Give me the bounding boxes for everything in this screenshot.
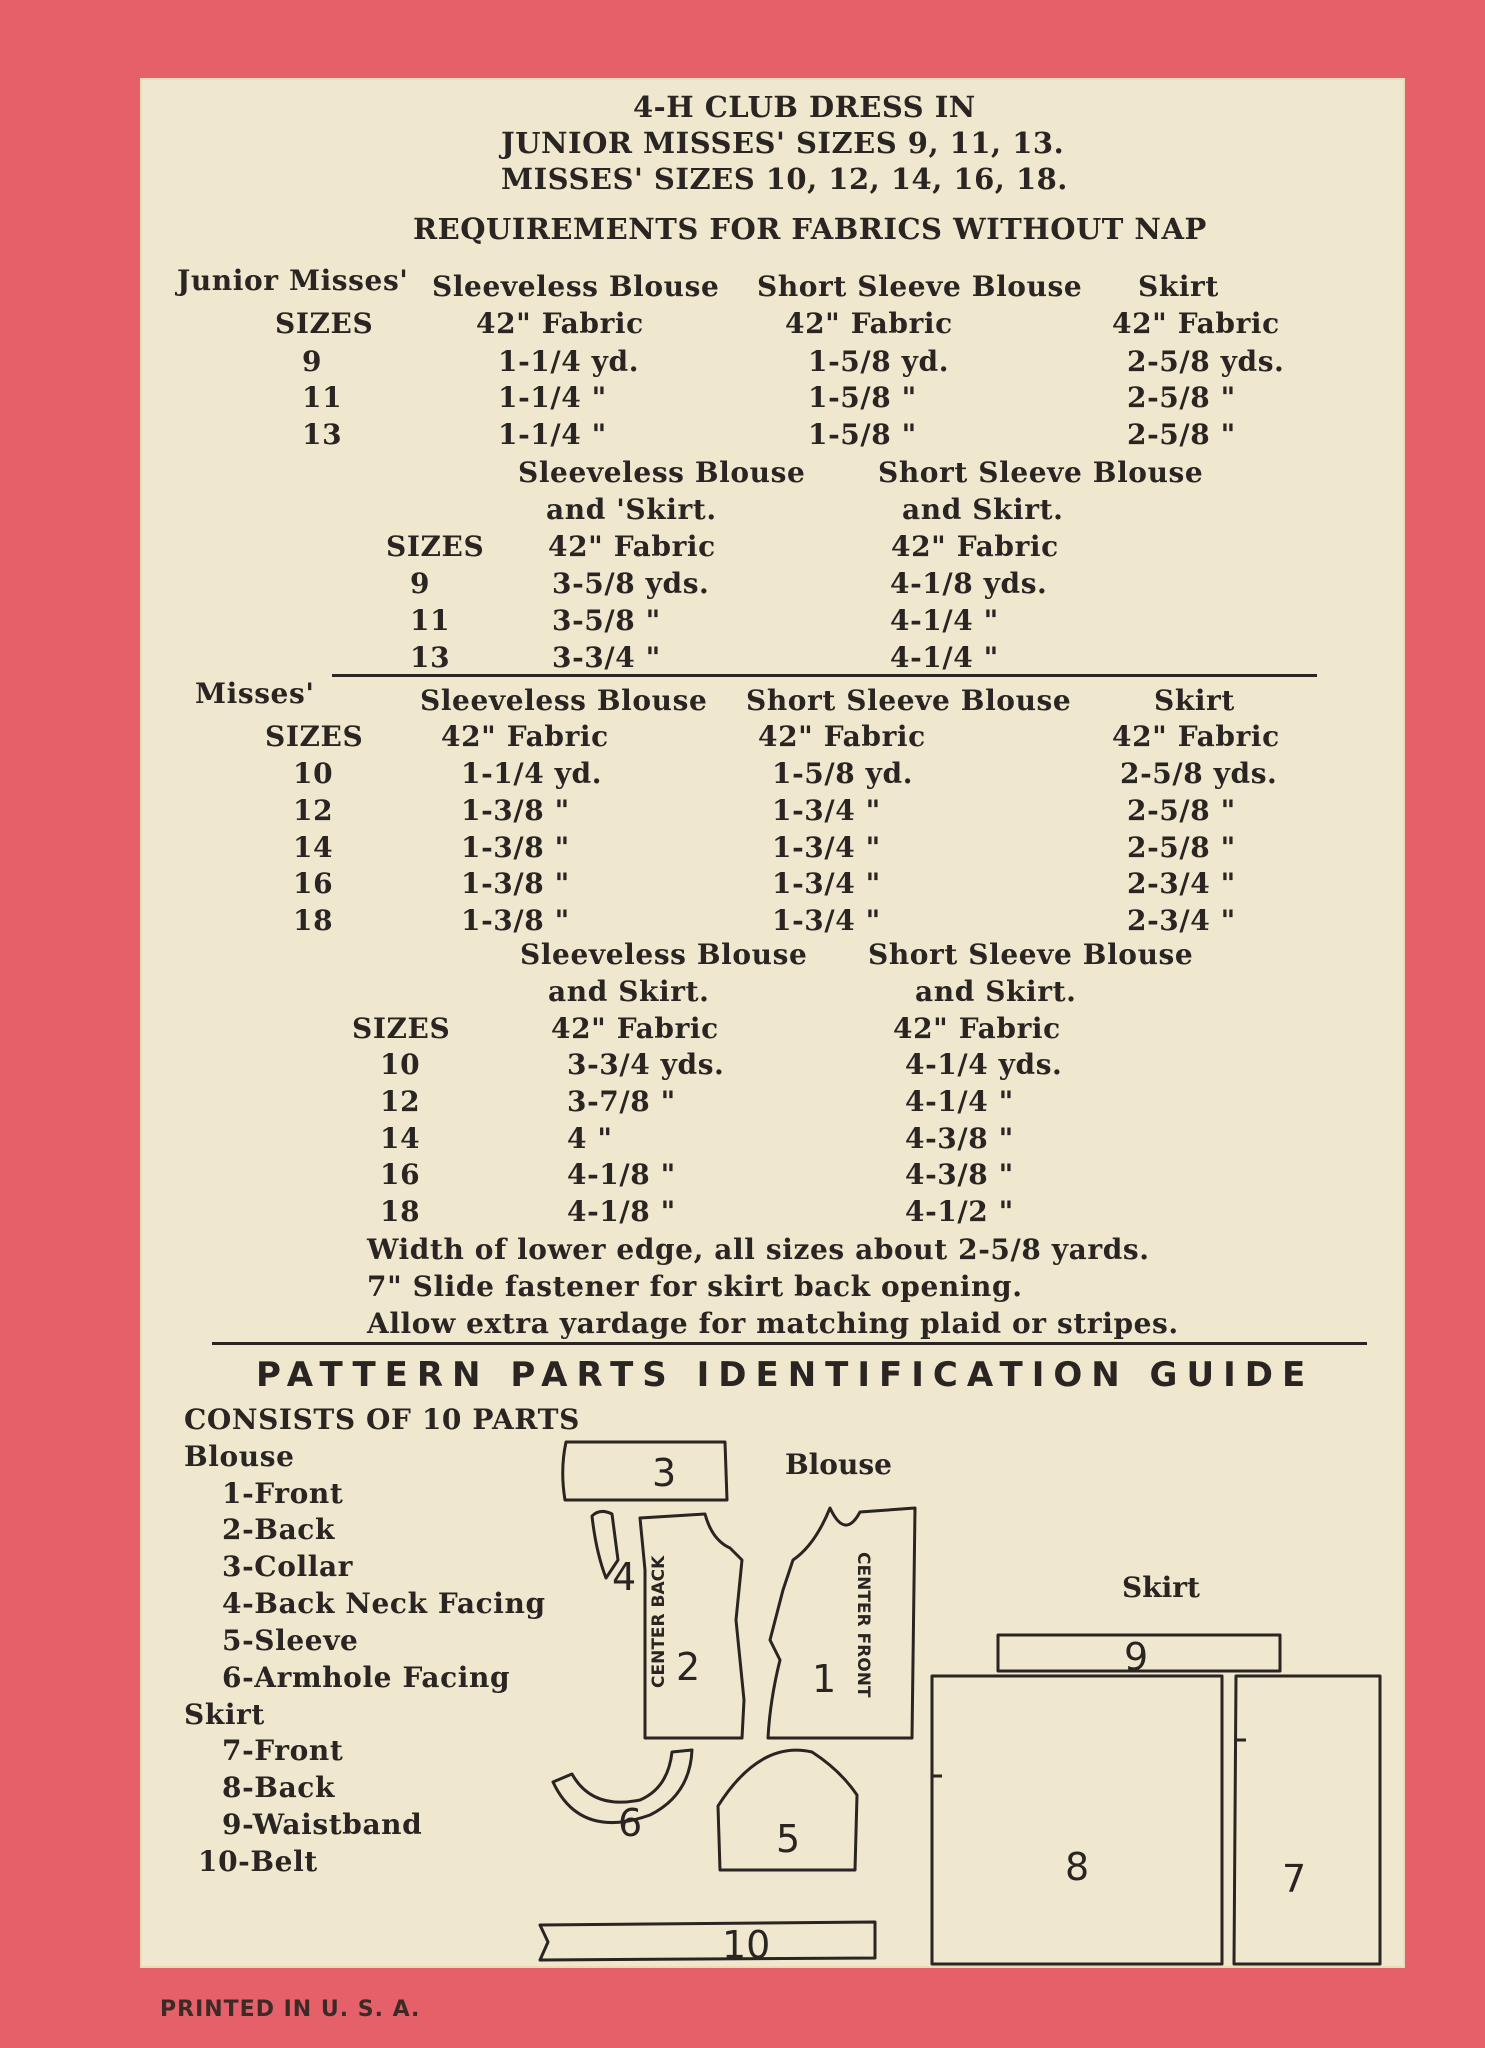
list-item: 6-Armhole Facing [222, 1661, 511, 1694]
skirt-cell: 2-5/8 " [1127, 831, 1236, 864]
center-back-label: CENTER BACK [649, 1555, 669, 1688]
size-cell: 14 [380, 1122, 421, 1155]
short-cell: 1-5/8 yd. [808, 345, 950, 378]
part-number-9: 9 [1124, 1635, 1149, 1679]
size-cell: 10 [380, 1048, 421, 1081]
part-number-10: 10 [722, 1923, 771, 1967]
combo-a-cell: 4 " [567, 1122, 613, 1155]
combo-b-cell: 4-1/2 " [905, 1195, 1014, 1228]
collar-piece [563, 1442, 727, 1500]
title-line-3: MISSES' SIZES 10, 12, 14, 16, 18. [501, 162, 1068, 196]
short-cell: 1-3/4 " [772, 831, 881, 864]
size-cell: 12 [380, 1085, 421, 1118]
part-number-5: 5 [776, 1817, 801, 1861]
title-line-1: 4-H CLUB DRESS IN [633, 90, 976, 124]
misses-fabric-3: 42" Fabric [1112, 720, 1280, 753]
misses-group-label: Misses' [195, 677, 315, 710]
junior-fabric-2: 42" Fabric [785, 307, 953, 340]
sleeveless-cell: 1-1/4 " [498, 381, 607, 414]
size-cell: 16 [293, 867, 334, 900]
parts-count: CONSISTS OF 10 PARTS [184, 1403, 580, 1436]
part-number-8: 8 [1065, 1845, 1090, 1889]
size-cell: 9 [410, 567, 431, 600]
junior-fabric-3: 42" Fabric [1112, 307, 1280, 340]
short-cell: 1-5/8 yd. [772, 757, 914, 790]
skirt-cell: 2-5/8 " [1127, 381, 1236, 414]
size-cell: 13 [410, 641, 451, 674]
size-cell: 18 [293, 904, 334, 937]
combo-b-cell: 4-3/8 " [905, 1122, 1014, 1155]
skirt-cell: 2-3/4 " [1127, 904, 1236, 937]
part-number-6: 6 [618, 1801, 643, 1845]
sleeveless-cell: 1-3/8 " [461, 794, 570, 827]
junior-combo-short-2: and Skirt. [902, 493, 1064, 526]
size-cell: 11 [302, 381, 343, 414]
short-cell: 1-5/8 " [808, 381, 917, 414]
combo-b-cell: 4-1/4 " [905, 1085, 1014, 1118]
sleeveless-cell: 1-1/4 yd. [498, 345, 640, 378]
combo-b-cell: 4-1/4 " [890, 641, 999, 674]
junior-combo-fabric-1: 42" Fabric [548, 530, 716, 563]
list-item: 4-Back Neck Facing [222, 1587, 546, 1620]
skirt-cell: 2-5/8 " [1127, 794, 1236, 827]
misses-sizes-label: SIZES [265, 720, 364, 753]
combo-a-cell: 3-3/4 yds. [567, 1048, 725, 1081]
part-number-1: 1 [812, 1657, 837, 1701]
size-cell: 9 [302, 345, 323, 378]
short-cell: 1-3/4 " [772, 904, 881, 937]
combo-b-cell: 4-1/4 " [890, 604, 999, 637]
misses-combo-sleeveless-2: and Skirt. [548, 975, 710, 1008]
part-number-3: 3 [652, 1451, 677, 1495]
part-number-7: 7 [1282, 1857, 1307, 1901]
list-item: 3-Collar [222, 1550, 354, 1583]
size-cell: 14 [293, 831, 334, 864]
sleeveless-cell: 1-3/8 " [461, 867, 570, 900]
short-cell: 1-3/4 " [772, 794, 881, 827]
combo-a-cell: 3-7/8 " [567, 1085, 676, 1118]
belt-piece [540, 1922, 875, 1960]
misses-combo-short-1: Short Sleeve Blouse [868, 938, 1194, 971]
blouse-front-piece [768, 1508, 915, 1738]
skirt-cell: 2-5/8 yds. [1120, 757, 1278, 790]
size-cell: 12 [293, 794, 334, 827]
size-cell: 16 [380, 1158, 421, 1191]
center-front-label: CENTER FRONT [853, 1552, 873, 1698]
misses-combo-fabric-1: 42" Fabric [551, 1012, 719, 1045]
list-item: 8-Back [222, 1771, 335, 1804]
misses-col-sleeveless: Sleeveless Blouse [420, 684, 708, 717]
misses-combo-sleeveless-1: Sleeveless Blouse [520, 938, 808, 971]
skirt-diagram-label: Skirt [1122, 1571, 1200, 1604]
blouse-heading: Blouse [184, 1440, 295, 1473]
skirt-cell: 2-5/8 yds. [1127, 345, 1285, 378]
combo-b-cell: 4-3/8 " [905, 1158, 1014, 1191]
misses-fabric-1: 42" Fabric [441, 720, 609, 753]
misses-combo-fabric-2: 42" Fabric [893, 1012, 1061, 1045]
requirements-title: REQUIREMENTS FOR FABRICS WITHOUT NAP [413, 212, 1207, 246]
part-number-2: 2 [676, 1645, 701, 1689]
combo-b-cell: 4-1/8 yds. [890, 567, 1048, 600]
size-cell: 11 [410, 604, 451, 637]
list-item: 2-Back [222, 1513, 335, 1546]
note-fastener: 7" Slide fastener for skirt back opening. [367, 1270, 1023, 1303]
sleeveless-cell: 1-3/8 " [461, 904, 570, 937]
combo-a-cell: 3-5/8 " [552, 604, 661, 637]
junior-col-short: Short Sleeve Blouse [757, 270, 1083, 303]
size-cell: 10 [293, 757, 334, 790]
junior-combo-sleeveless-1: Sleeveless Blouse [518, 456, 806, 489]
combo-a-cell: 3-3/4 " [552, 641, 661, 674]
junior-combo-fabric-2: 42" Fabric [891, 530, 1059, 563]
note-lower-edge: Width of lower edge, all sizes about 2-5/8 yards. [367, 1233, 1150, 1266]
title-line-2: JUNIOR MISSES' SIZES 9, 11, 13. [501, 126, 1065, 160]
junior-col-skirt: Skirt [1138, 270, 1219, 303]
sleeveless-cell: 1-3/8 " [461, 831, 570, 864]
misses-fabric-2: 42" Fabric [758, 720, 926, 753]
misses-combo-sizes-label: SIZES [352, 1012, 451, 1045]
misses-combo-short-2: and Skirt. [915, 975, 1077, 1008]
skirt-heading: Skirt [184, 1698, 265, 1731]
combo-a-cell: 4-1/8 " [567, 1195, 676, 1228]
misses-col-short: Short Sleeve Blouse [746, 684, 1072, 717]
skirt-cell: 2-5/8 " [1127, 418, 1236, 451]
printed-in-usa: PRINTED IN U. S. A. [160, 1997, 421, 2022]
list-item: 5-Sleeve [222, 1624, 359, 1657]
blouse-diagram-label: Blouse [785, 1448, 892, 1481]
combo-a-cell: 3-5/8 yds. [552, 567, 710, 600]
note-extra-yardage: Allow extra yardage for matching plaid or stripes. [367, 1307, 1179, 1340]
sleeveless-cell: 1-1/4 yd. [461, 757, 603, 790]
junior-combo-sizes-label: SIZES [386, 530, 485, 563]
sleeveless-cell: 1-1/4 " [498, 418, 607, 451]
junior-combo-short-1: Short Sleeve Blouse [878, 456, 1204, 489]
list-item: 1-Front [222, 1477, 344, 1510]
short-cell: 1-5/8 " [808, 418, 917, 451]
junior-group-label: Junior Misses' [177, 264, 409, 297]
guide-title: PATTERN PARTS IDENTIFICATION GUIDE [256, 1355, 1315, 1395]
junior-fabric-1: 42" Fabric [476, 307, 644, 340]
skirt-cell: 2-3/4 " [1127, 867, 1236, 900]
combo-b-cell: 4-1/4 yds. [905, 1048, 1063, 1081]
junior-sizes-label: SIZES [275, 307, 374, 340]
part-number-4: 4 [612, 1555, 637, 1599]
skirt-back-piece [932, 1676, 1222, 1964]
list-item: 7-Front [222, 1734, 344, 1767]
skirt-front-piece [1234, 1676, 1380, 1964]
size-cell: 13 [302, 418, 343, 451]
short-cell: 1-3/4 " [772, 867, 881, 900]
list-item: 9-Waistband [222, 1808, 423, 1841]
size-cell: 18 [380, 1195, 421, 1228]
misses-col-skirt: Skirt [1154, 684, 1235, 717]
junior-col-sleeveless: Sleeveless Blouse [432, 270, 720, 303]
junior-combo-sleeveless-2: and 'Skirt. [546, 493, 717, 526]
combo-a-cell: 4-1/8 " [567, 1158, 676, 1191]
belt-item: 10-Belt [198, 1845, 318, 1878]
